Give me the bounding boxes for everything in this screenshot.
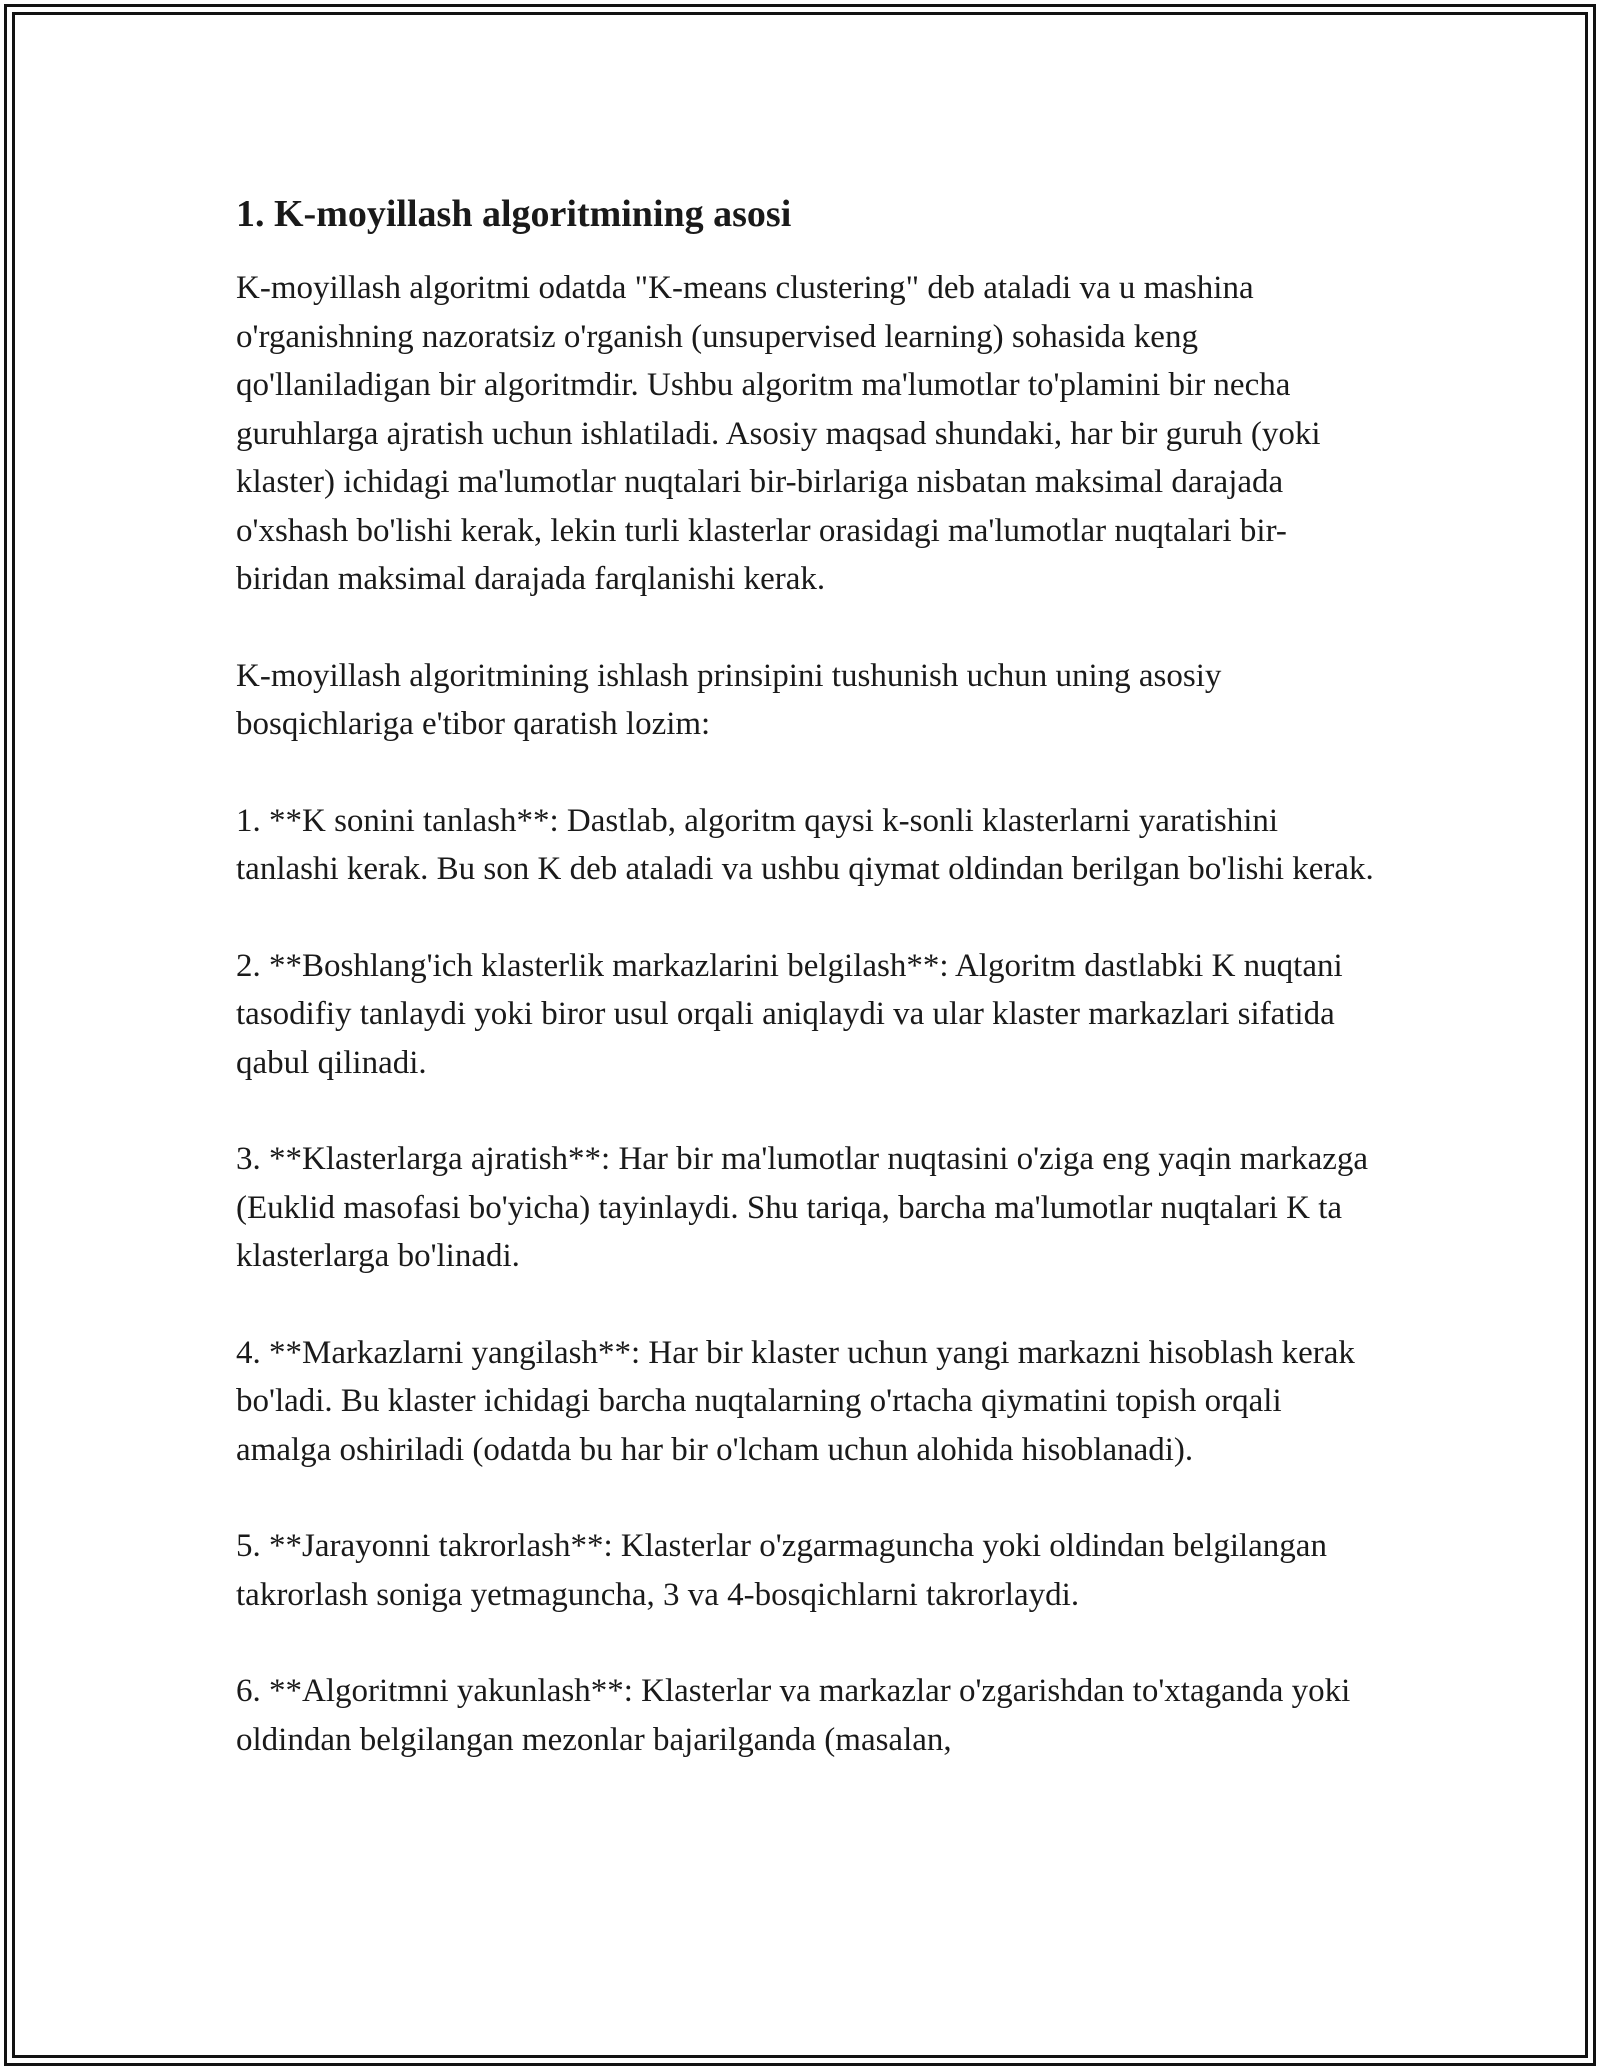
step-6-paragraph: 6. **Algoritmni yakunlash**: Klasterlar va markazlar o'zgarishdan to'xtaganda yoki oldindan belgilangan mezonlar bajarilganda (masalan,	[236, 1673, 1351, 1758]
step-1-paragraph: 1. **K sonini tanlash**: Dastlab, algoritm qaysi k-sonli klasterlarni yaratishini tanlashi kerak. Bu son K deb ataladi va ushbu qiymat oldindan berilgan bo'lishi kerak.	[236, 802, 1374, 887]
document-body	[236, 184, 1376, 1812]
section-heading: 1. K-moyillash algoritmining asosi	[236, 193, 792, 235]
step-3-paragraph: 3. **Klasterlarga ajratish**: Har bir ma'lumotlar nuqtasini o'ziga eng yaqin markazga (Euklid masofasi bo'yicha) tayinlaydi. Shu tariqa, barcha ma'lumotlar nuqtalari K ta klasterlarga bo'linadi.	[236, 1141, 1369, 1274]
steps-intro-paragraph: K-moyillash algoritmining ishlash prinsipini tushunish uchun uning asosiy bosqichlariga e'tibor qaratish lozim:	[236, 657, 1222, 742]
step-2-paragraph: 2. **Boshlang'ich klasterlik markazlarini belgilash**: Algoritm dastlabki K nuqtani tasodifiy tanlaydi yoki biror usul orqali aniqlaydi va ular klaster markazlari sifatida qabul qilinadi.	[236, 947, 1343, 1081]
step-5-paragraph: 5. **Jarayonni takrorlash**: Klasterlar o'zgarmaguncha yoki oldindan belgilangan takrorlash soniga yetmaguncha, 3 va 4-bosqichlarni takrorlaydi.	[236, 1528, 1327, 1613]
step-4-paragraph: 4. **Markazlarni yangilash**: Har bir klaster uchun yangi markazni hisoblash kerak bo'ladi. Bu klaster ichidagi barcha nuqtalarning o'rtacha qiymatini topish orqali amalga oshiriladi (odatda bu har bir o'lcham uchun alohida hisoblanadi).	[236, 1334, 1355, 1468]
intro-paragraph: K-moyillash algoritmi odatda "K-means clustering" deb ataladi va u mashina o'rganishning nazoratsiz o'rganish (unsupervised learning) sohasida keng qo'llaniladigan bir algoritmdir. Ushbu algoritm ma'lumotlar to'plamini bir necha guruhlarga ajratish uchun ishlatiladi. Asosiy maqsad shundaki, har bir guruh (yoki klaster) ichidagi ma'lumotlar nuqtalari bir-birlariga nisbatan maksimal darajada o'xshash bo'lishi kerak, lekin turli klasterlar orasidagi ma'lumotlar nuqtalari bir-biridan maksimal darajada farqlanishi kerak.	[236, 270, 1321, 597]
